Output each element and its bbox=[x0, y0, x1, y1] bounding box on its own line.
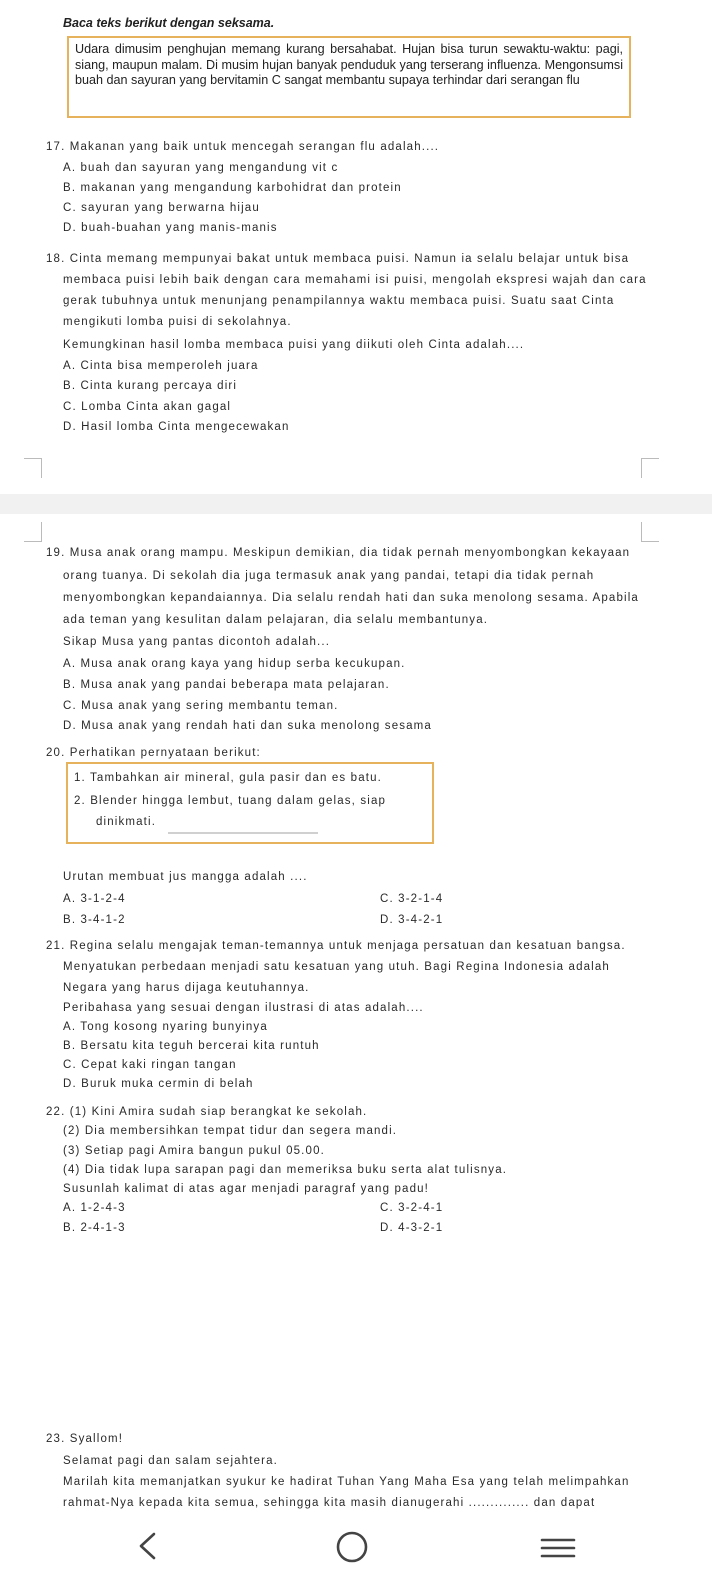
question-18-line: membaca puisi lebih baik dengan cara memahami isi puisi, mengolah ekspresi wajah dan cara bbox=[63, 274, 647, 286]
question-18-line: 18. Cinta memang mempunyai bakat untuk membaca puisi. Namun ia selalu belajar untuk bisa bbox=[46, 253, 630, 265]
q18-option-c[interactable]: C. Lomba Cinta akan gagal bbox=[63, 401, 232, 413]
q21-option-a[interactable]: A. Tong kosong nyaring bunyinya bbox=[63, 1021, 268, 1033]
reading-passage: Udara dimusim penghujan memang kurang bersahabat. Hujan bisa turun sewaktu-waktu: pagi, siang, maupun malam. Di musim hujan banyak penduduk yang terserang influenza. Mengonsumsi buah dan sayuran yang bervitamin C sangat membantu supaya terhindar dari serangan flu bbox=[67, 36, 631, 118]
page-separator bbox=[0, 494, 712, 514]
question-19-line: ada teman yang kesulitan dalam pelajaran, dia selalu membantunya. bbox=[63, 614, 489, 626]
question-23-line: Marilah kita memanjatkan syukur ke hadirat Tuhan Yang Maha Esa yang telah melimpahkan bbox=[63, 1476, 630, 1488]
q20-statement-1: 1. Tambahkan air mineral, gula pasir dan es batu. bbox=[74, 772, 383, 784]
page-corner-mark bbox=[641, 522, 659, 542]
question-18-line: gerak tubuhnya untuk menunjang penampilannya waktu membaca puisi. Suatu saat Cinta bbox=[63, 295, 615, 307]
q21-option-b[interactable]: B. Bersatu kita teguh bercerai kita runtuh bbox=[63, 1040, 320, 1052]
question-22-line: Susunlah kalimat di atas agar menjadi paragraf yang padu! bbox=[63, 1183, 430, 1195]
q20-option-b[interactable]: B. 3-4-1-2 bbox=[63, 914, 126, 926]
question-22-line: 22. (1) Kini Amira sudah siap berangkat ke sekolah. bbox=[46, 1106, 368, 1118]
q17-option-c[interactable]: C. sayuran yang berwarna hijau bbox=[63, 202, 260, 214]
q18-option-b[interactable]: B. Cinta kurang percaya diri bbox=[63, 380, 238, 392]
question-20: 20. Perhatikan pernyataan berikut: bbox=[46, 747, 261, 759]
chevron-left-icon[interactable] bbox=[132, 1530, 162, 1562]
question-18-line: mengikuti lomba puisi di sekolahnya. bbox=[63, 316, 292, 328]
q22-option-d[interactable]: D. 4-3-2-1 bbox=[380, 1222, 444, 1234]
circle-home-icon[interactable] bbox=[335, 1530, 369, 1564]
q17-option-a[interactable]: A. buah dan sayuran yang mengandung vit c bbox=[63, 162, 339, 174]
q18-option-d[interactable]: D. Hasil lomba Cinta mengecewakan bbox=[63, 421, 290, 433]
question-21-line: 21. Regina selalu mengajak teman-temannya untuk menjaga persatuan dan kesatuan bangsa. bbox=[46, 940, 626, 952]
menu-lines-icon[interactable] bbox=[540, 1536, 576, 1560]
question-22-line: (2) Dia membersihkan tempat tidur dan segera mandi. bbox=[63, 1125, 398, 1137]
question-23-line: 23. Syallom! bbox=[46, 1433, 124, 1445]
question-22-line: (4) Dia tidak lupa sarapan pagi dan memeriksa buku serta alat tulisnya. bbox=[63, 1164, 508, 1176]
question-23-line: Selamat pagi dan salam sejahtera. bbox=[63, 1455, 279, 1467]
q20-option-a[interactable]: A. 3-1-2-4 bbox=[63, 893, 126, 905]
q20-box-divider bbox=[168, 832, 318, 834]
question-18-line: Kemungkinan hasil lomba membaca puisi yang diikuti oleh Cinta adalah.... bbox=[63, 339, 525, 351]
q22-option-c[interactable]: C. 3-2-4-1 bbox=[380, 1202, 444, 1214]
q20-prompt: Urutan membuat jus mangga adalah .... bbox=[63, 871, 308, 883]
q21-option-c[interactable]: C. Cepat kaki ringan tangan bbox=[63, 1059, 237, 1071]
q18-option-a[interactable]: A. Cinta bisa memperoleh juara bbox=[63, 360, 259, 372]
question-21-line: Menyatukan perbedaan menjadi satu kesatuan yang utuh. Bagi Regina Indonesia adalah bbox=[63, 961, 610, 973]
q19-option-b[interactable]: B. Musa anak yang pandai beberapa mata pelajaran. bbox=[63, 679, 390, 691]
question-19-line: menyombongkan kepandaiannya. Dia selalu rendah hati dan suka menolong sesama. Apabila bbox=[63, 592, 639, 604]
question-19-line: Sikap Musa yang pantas dicontoh adalah... bbox=[63, 636, 331, 648]
question-17: 17. Makanan yang baik untuk mencegah serangan flu adalah.... bbox=[46, 141, 440, 153]
q19-option-c[interactable]: C. Musa anak yang sering membantu teman. bbox=[63, 700, 339, 712]
page-top bbox=[0, 0, 712, 494]
q21-option-d[interactable]: D. Buruk muka cermin di belah bbox=[63, 1078, 254, 1090]
question-19-line: orang tuanya. Di sekolah dia juga termasuk anak yang pandai, tetapi dia tidak pernah bbox=[63, 570, 595, 582]
q22-option-b[interactable]: B. 2-4-1-3 bbox=[63, 1222, 126, 1234]
question-21-line: Peribahasa yang sesuai dengan ilustrasi di atas adalah.... bbox=[63, 1002, 424, 1014]
question-21-line: Negara yang harus dijaga keutuhannya. bbox=[63, 982, 310, 994]
q20-option-d[interactable]: D. 3-4-2-1 bbox=[380, 914, 444, 926]
question-19-line: 19. Musa anak orang mampu. Meskipun demikian, dia tidak pernah menyombongkan kekayaan bbox=[46, 547, 631, 559]
question-23-line: rahmat-Nya kepada kita semua, sehingga kita masih dianugerahi .............. dan dapat bbox=[63, 1497, 596, 1509]
q19-option-d[interactable]: D. Musa anak yang rendah hati dan suka menolong sesama bbox=[63, 720, 432, 732]
page-corner-mark bbox=[24, 522, 42, 542]
q22-option-a[interactable]: A. 1-2-4-3 bbox=[63, 1202, 126, 1214]
q17-option-d[interactable]: D. buah-buahan yang manis-manis bbox=[63, 222, 278, 234]
q19-option-a[interactable]: A. Musa anak orang kaya yang hidup serba kecukupan. bbox=[63, 658, 406, 670]
q20-statement-2: 2. Blender hingga lembut, tuang dalam gelas, siap bbox=[74, 795, 387, 807]
page-corner-mark bbox=[641, 458, 659, 478]
q20-statement-2-cont: dinikmati. bbox=[96, 816, 157, 828]
q20-option-c[interactable]: C. 3-2-1-4 bbox=[380, 893, 444, 905]
instruction-title: Baca teks berikut dengan seksama. bbox=[63, 16, 275, 30]
page-corner-mark bbox=[24, 458, 42, 478]
question-22-line: (3) Setiap pagi Amira bangun pukul 05.00. bbox=[63, 1145, 325, 1157]
q17-option-b[interactable]: B. makanan yang mengandung karbohidrat dan protein bbox=[63, 182, 402, 194]
